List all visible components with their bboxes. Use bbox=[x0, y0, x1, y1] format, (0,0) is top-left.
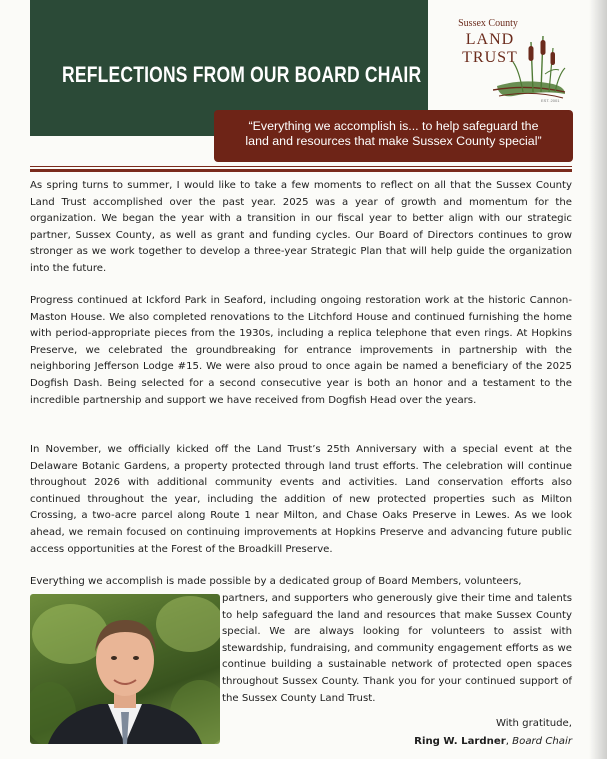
paragraph-3: In November, we officially kicked off the Land Trust’s 25th Anniversary with a special event at the Delaware Botanic Gardens, a property protected through land trust efforts. The celebration will continue throughout 2026 with additional community events and activities. Land conservation efforts also continued throughout the year, including the addition of new protected properties such as Milton Crossing, a two-acre parcel along Route 1 near Milton, and Chase Oaks Preserve in Lewes. As we look ahead, we remain focused on continuing improvements at Hopkins Preserve and advancing future public access opportunities at the Forest of the Broadkill Preserve. bbox=[30, 444, 572, 555]
signature-gratitude: With gratitude, bbox=[495, 718, 572, 729]
quote-line-2: land and resources that make Sussex County special” bbox=[245, 134, 542, 148]
closing-first-line: Everything we accomplish is made possible by a dedicated group of Board Members, volunteers, bbox=[30, 576, 522, 587]
signer-name: Ring W. Lardner bbox=[414, 736, 506, 747]
quote-line-1: “Everything we accomplish is... to help safeguard the bbox=[248, 119, 539, 133]
pull-quote bbox=[214, 110, 573, 162]
paragraph-2: Progress continued at Ickford Park in Seaford, including ongoing restoration work at the historic Cannon-Maston House. We also completed renovations to the Litchford House and continued furnishing the home with period-appropriate pieces from the 1930s, including a replica telephone that even rings. At Hopkins Preserve, we celebrated the groundbreaking for entrance improvements in partnership with the neighboring Jefferson Lodge #15. We were also proud to once again be named a beneficiary of the 2025 Dogfish Dash. Being selected for a second consecutive year is both an honor and a testament to the incredible partnership and support we have received from Dogfish Head over the years. bbox=[30, 295, 572, 406]
paragraph-1: As spring turns to summer, I would like to take a few moments to reflect on all that the Sussex County Land Trust accomplished over the past year. 2025 was a year of growth and momentum for the organization. We began the year with a transition in our fiscal year to better align with our strategic partner, Sussex County, as well as grant and funding cycles. Our Board of Directors continues to grow stronger as we work together to develop a three-year Strategic Plan that will help guide the organization into the future. bbox=[30, 180, 572, 274]
land-trust-logo bbox=[433, 18, 569, 110]
page-title: REFLECTIONS FROM OUR BOARD CHAIR bbox=[62, 62, 422, 87]
signer-title: Board Chair bbox=[512, 736, 572, 747]
board-chair-photo bbox=[30, 594, 220, 744]
portrait-illustration bbox=[30, 594, 220, 744]
signature bbox=[414, 736, 572, 747]
logo-line2: LAND TRUST bbox=[462, 31, 518, 66]
signature-separator: , bbox=[505, 736, 513, 747]
divider-thin bbox=[30, 166, 572, 167]
divider-thick bbox=[30, 169, 572, 172]
logo-established: EST. 2001 bbox=[541, 98, 560, 103]
logo-line1: Sussex County bbox=[458, 18, 518, 29]
cattail-marsh-icon bbox=[493, 34, 567, 104]
closing-paragraph: partners, and supporters who generously give their time and talents to help safeguard the land and resources that make Sussex County special. We are always looking for volunteers to assist with stewardship, fundraising, and community engagement efforts as we continue building a sustainable network of protected open spaces throughout Sussex County. Thank you for your continued support of the Sussex County Land Trust. bbox=[222, 593, 572, 704]
page-edge-shadow bbox=[589, 0, 607, 759]
